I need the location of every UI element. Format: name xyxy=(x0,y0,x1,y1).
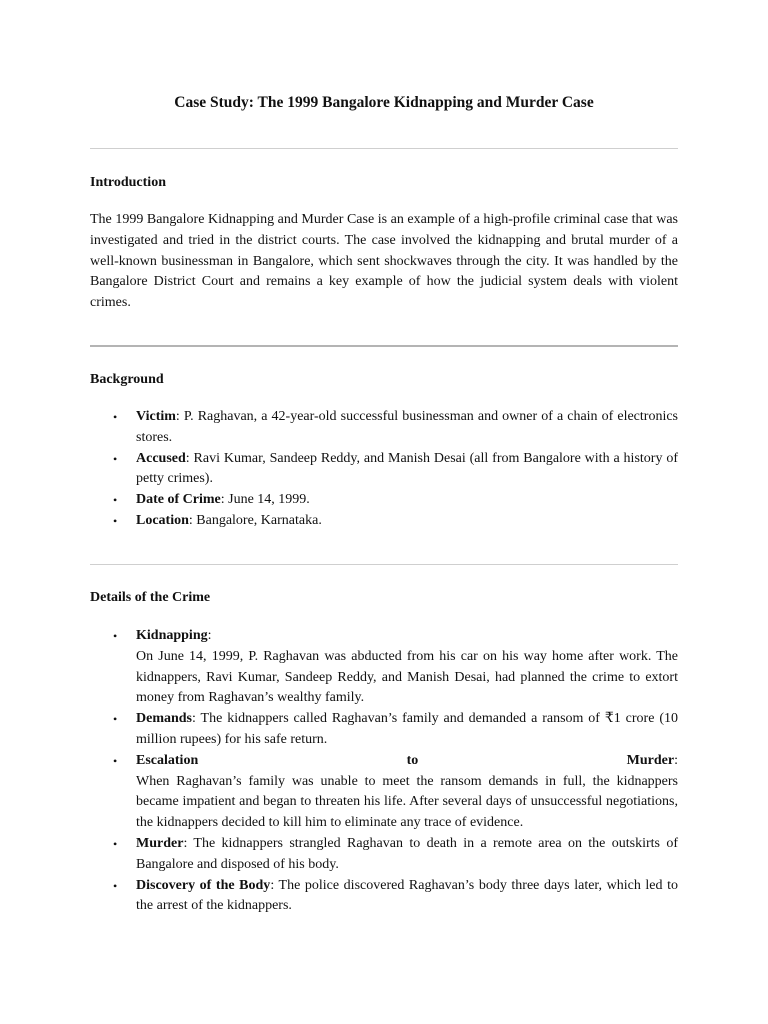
bullet: • xyxy=(113,493,118,508)
list-item xyxy=(90,511,678,532)
item-label: Kidnapping xyxy=(136,628,208,643)
bullet: • xyxy=(113,878,118,893)
item-suffix: : xyxy=(674,752,678,768)
bullet: • xyxy=(113,753,118,768)
details-list xyxy=(90,626,678,917)
item-label: Murder xyxy=(136,835,184,851)
item-label: Demands xyxy=(136,711,193,727)
item-suffix: : xyxy=(207,628,212,643)
item-label: Location xyxy=(136,512,189,528)
bullet: • xyxy=(113,410,118,424)
list-item xyxy=(90,709,678,751)
item-text: : The kidnappers called Raghavan’s family and demanded a ransom of ₹1 crore (10 million rupees) for his safe return. xyxy=(136,711,678,747)
item-text: : The kidnappers strangled Raghavan to death in a remote area on the outskirts of Bangalore and disposed of his body. xyxy=(136,835,678,872)
list-item xyxy=(90,407,678,449)
introduction-paragraph: The 1999 Bangalore Kidnapping and Murder Case is an example of a high-profile criminal case that was investigated and tried in the district courts. The case involved the kidnapping and brutal murder of a well-known businessman in Bangalore, which sent shockwaves through the city. It was handled by the Bangalore District Court and remains a key example of how the judicial system deals with violent crimes. xyxy=(90,212,678,311)
list-item xyxy=(90,876,678,918)
bullet: • xyxy=(113,451,118,466)
item-text: : Ravi Kumar, Sandeep Reddy, and Manish Desai (all from Bangalore with a history of petty crimes). xyxy=(136,450,678,487)
background-heading: Background xyxy=(90,372,164,387)
item-text: When Raghavan’s family was unable to meet the ransom demands in full, the kidnappers became impatient and began to threaten his life. After several days of unsuccessful negotiations, the kidnappers decided to kill him to eliminate any trace of evidence. xyxy=(136,773,678,831)
list-item xyxy=(90,626,678,709)
list-item xyxy=(90,834,678,876)
item-label: Victim xyxy=(136,409,176,424)
item-label-end xyxy=(627,751,678,772)
list-item xyxy=(90,449,678,491)
item-label-word: Murder xyxy=(626,752,675,768)
bullet: • xyxy=(113,513,118,528)
introduction-heading: Introduction xyxy=(90,175,166,190)
item-label: Accused xyxy=(136,450,186,466)
divider xyxy=(90,148,678,149)
item-label: Date of Crime xyxy=(136,492,221,508)
divider xyxy=(90,345,678,347)
bullet: • xyxy=(113,629,118,643)
list-item xyxy=(90,490,678,511)
item-label-word: to xyxy=(406,752,419,768)
details-heading: Details of the Crime xyxy=(90,590,211,605)
list-item xyxy=(90,751,678,834)
item-label-word: Escalation xyxy=(136,752,199,768)
item-label: Discovery of the Body xyxy=(136,877,271,893)
item-text: : Bangalore, Karnataka. xyxy=(188,512,322,528)
bullet: • xyxy=(113,836,118,851)
item-text: : The police discovered Raghavan’s body three days later, which led to the arrest of the kidnappers. xyxy=(136,877,678,914)
background-list xyxy=(90,407,678,532)
item-text: On June 14, 1999, P. Raghavan was abducted from his car on his way home after work. The kidnappers, Ravi Kumar, Sandeep Reddy, and Manish Desai, had planned the crime to extort money from Raghavan’s wealthy family. xyxy=(136,648,678,706)
item-text: : June 14, 1999. xyxy=(220,492,310,508)
divider xyxy=(90,564,678,565)
escalation-label-row xyxy=(136,751,678,772)
bullet: • xyxy=(113,712,118,727)
item-text: : P. Raghavan, a 42-year-old successful businessman and owner of a chain of electronics stores. xyxy=(136,409,678,445)
document-title: Case Study: The 1999 Bangalore Kidnapping and Murder Case xyxy=(174,94,594,111)
